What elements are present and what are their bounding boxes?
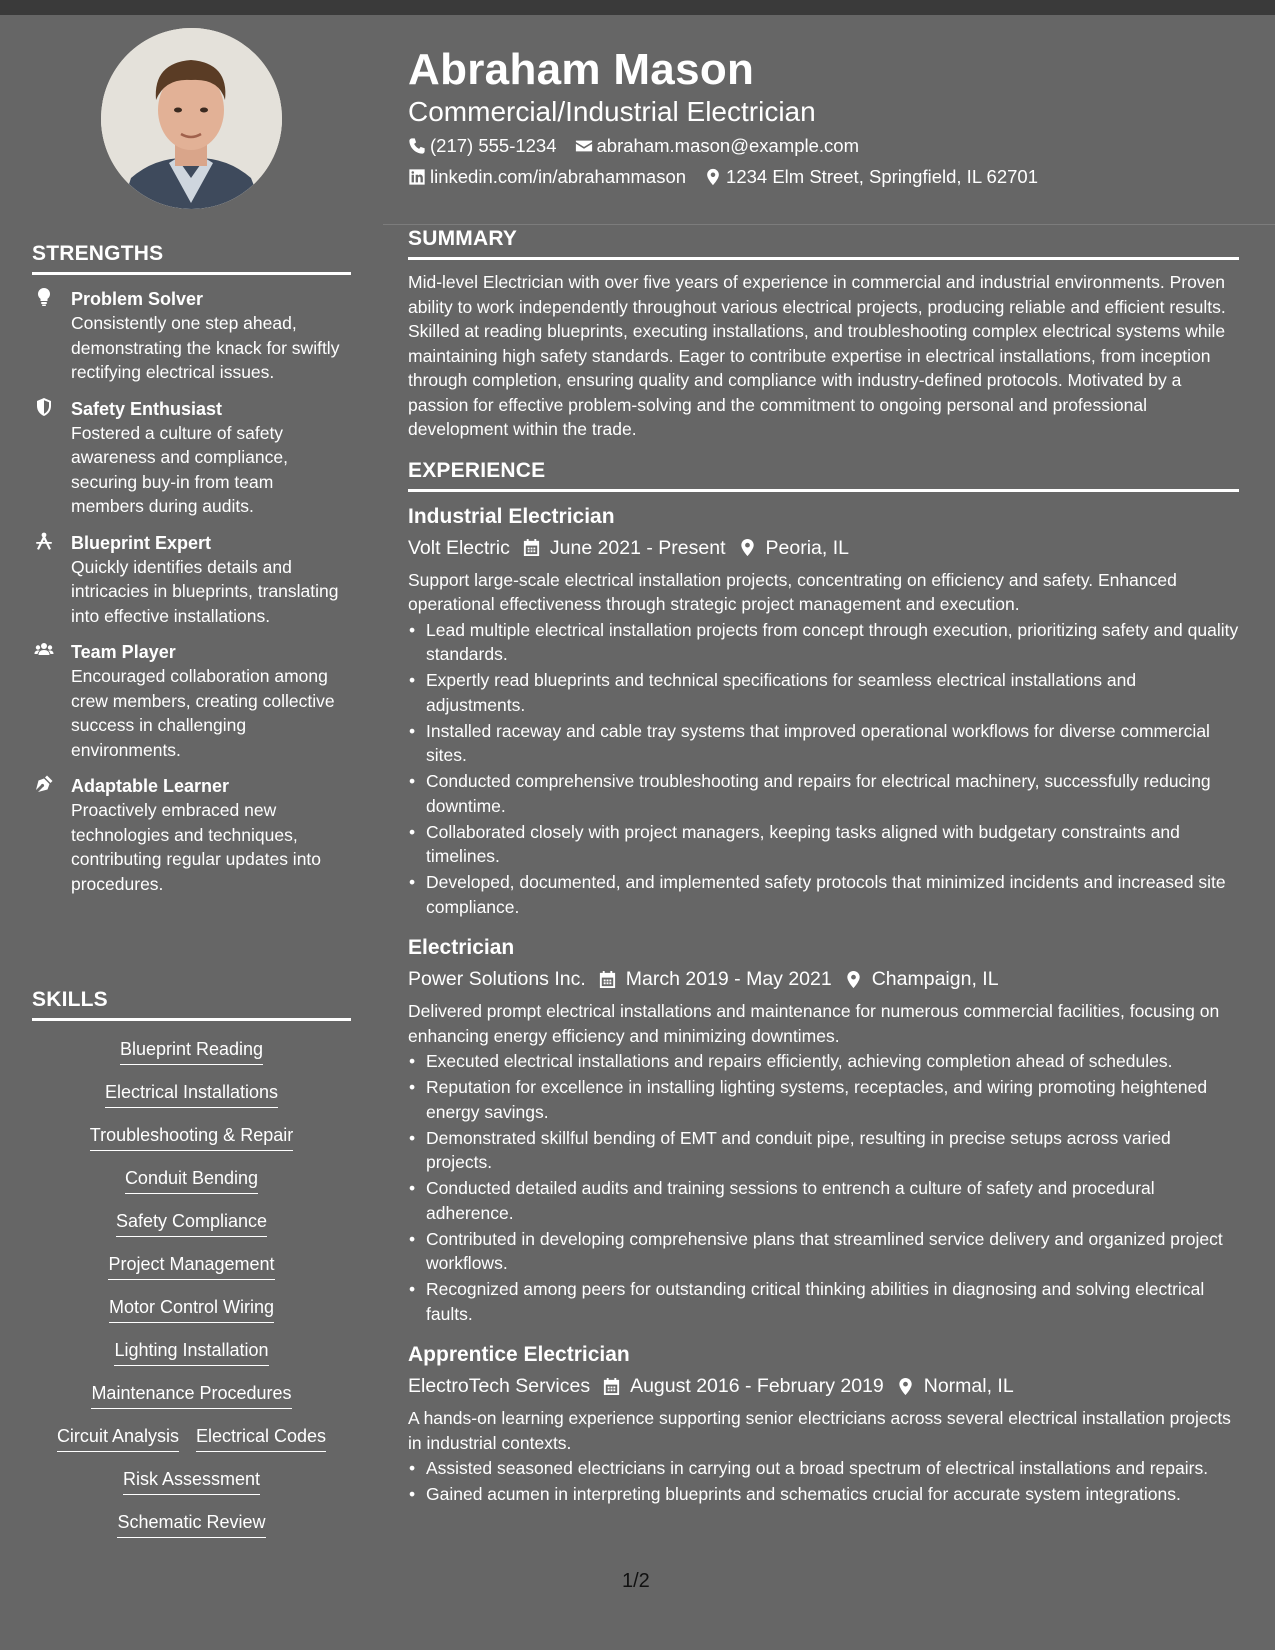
skill-tag: Circuit Analysis (57, 1424, 179, 1452)
compass-drafting-icon (34, 531, 54, 551)
candidate-title: Commercial/Industrial Electrician (408, 96, 816, 127)
job-bullet: • Developed, documented, and implemented safety protocols that minimized incidents and increased site compliance. (408, 870, 1239, 919)
job-dates: August 2016 - February 2019 (630, 1375, 884, 1397)
avatar (101, 28, 282, 209)
skills-heading: SKILLS (32, 988, 351, 1021)
linkedin-text: linkedin.com/in/abrahammason (430, 166, 687, 187)
job-bullet: • Conducted detailed audits and training sessions to entrench a culture of safety and procedural adherence. (408, 1176, 1239, 1225)
strength-item (32, 287, 351, 385)
skill-tag: Safety Compliance (116, 1209, 267, 1237)
job-entry (408, 933, 1239, 1326)
summary-heading: SUMMARY (408, 227, 1239, 260)
job-dates: March 2019 - May 2021 (625, 968, 832, 990)
job-bullet: • Expertly read blueprints and technical specifications for seamless electrical installations and adjustments. (408, 668, 1239, 717)
skill-tag: Electrical Codes (196, 1424, 326, 1452)
job-title: Apprentice Electrician (408, 1343, 630, 1366)
header-divider (383, 224, 1275, 225)
experience-section (408, 459, 1239, 1507)
users-icon (34, 640, 54, 660)
pen-nib-icon (34, 774, 54, 794)
skill-tag: Project Management (108, 1252, 274, 1280)
address-text: 1234 Elm Street, Springfield, IL 62701 (726, 166, 1038, 187)
skill-tag: Risk Assessment (123, 1467, 260, 1495)
job-location: Normal, IL (923, 1375, 1014, 1397)
envelope-icon (575, 137, 593, 155)
calendar-icon (522, 538, 541, 557)
profile-photo (101, 28, 282, 209)
strength-title: Adaptable Learner (71, 776, 230, 796)
phone-contact[interactable] (408, 134, 557, 158)
job-bullet: • Installed raceway and cable tray systems that improved operational workflows for diverse commercial sites. (408, 719, 1239, 768)
phone-icon (408, 137, 426, 155)
job-bullet: • Reputation for excellence in installing lighting systems, receptacles, and wiring promoting heightened energy savings. (408, 1075, 1239, 1124)
strengths-heading: STRENGTHS (32, 242, 351, 275)
skills-section (32, 988, 351, 1538)
job-bullets (408, 1049, 1239, 1326)
job-meta (408, 965, 1239, 993)
map-pin-icon (704, 168, 722, 186)
job-meta (408, 534, 1239, 562)
linkedin-contact[interactable] (408, 165, 686, 189)
job-bullet: • Contributed in developing comprehensive plans that streamlined service delivery and organized project workflows. (408, 1227, 1239, 1276)
calendar-icon (598, 970, 617, 989)
job-location: Peoria, IL (765, 536, 849, 559)
left-column (0, 15, 383, 1650)
job-meta (408, 1372, 1239, 1400)
skill-list (32, 1037, 351, 1538)
email-contact[interactable] (575, 134, 859, 158)
summary-text: Mid-level Electrician with over five years of experience in commercial and industrial environments. Proven ability to work independently throughout various electrical projects, producing reliable and efficient results. Skilled at reading blueprints, executing installations, and troubleshooting complex electrical systems while maintaining high safety standards. Eager to contribute expertise in electrical installations, from inception through completion, ensuring quality and compliance with industry-defined protocols. Motivated by a passion for effective problem-solving and the commitment to ongoing personal and professional development within the trade. (408, 272, 1226, 439)
job-title: Industrial Electrician (408, 504, 615, 528)
map-pin-icon (738, 538, 757, 557)
skill-tag: Troubleshooting & Repair (90, 1123, 293, 1151)
experience-heading: EXPERIENCE (408, 459, 1239, 492)
job-location: Champaign, IL (871, 968, 999, 990)
right-column (408, 227, 1239, 1508)
job-entry (408, 502, 1239, 920)
strength-item (32, 774, 351, 896)
strengths-section (32, 242, 351, 896)
job-bullet: • Gained acumen in interpreting blueprints and schematics crucial for accurate system integrations. (408, 1482, 1239, 1507)
calendar-icon (602, 1377, 621, 1396)
job-company: Power Solutions Inc. (408, 968, 586, 990)
strength-title: Blueprint Expert (71, 532, 212, 553)
job-entry (408, 1340, 1239, 1507)
job-bullets (408, 1456, 1239, 1507)
strength-title: Safety Enthusiast (71, 398, 223, 419)
strength-item (32, 397, 351, 519)
job-dates: June 2021 - Present (549, 536, 726, 559)
summary-section (408, 227, 1239, 442)
skill-tag: Maintenance Procedures (91, 1381, 291, 1409)
strength-title: Problem Solver (71, 289, 204, 309)
job-bullet: • Collaborated closely with project managers, keeping tasks aligned with budgetary constraints and timelines. (408, 820, 1239, 869)
job-bullet: • Recognized among peers for outstanding critical thinking abilities in diagnosing and solving electrical faults. (408, 1277, 1239, 1326)
job-bullets (408, 618, 1239, 920)
skill-tag: Lighting Installation (114, 1338, 268, 1366)
strength-desc: Consistently one step ahead, demonstrating the knack for swiftly rectifying electrical issues. (71, 313, 340, 382)
skill-tag: Conduit Bending (125, 1166, 258, 1194)
job-bullet: • Executed electrical installations and repairs efficiently, achieving completion ahead of schedules. (408, 1049, 1239, 1074)
top-bar (0, 0, 1275, 15)
skill-tag: Electrical Installations (105, 1080, 278, 1108)
email-text: abraham.mason@example.com (596, 135, 859, 156)
strength-item (32, 531, 351, 629)
strength-item (32, 640, 351, 762)
strength-title: Team Player (71, 642, 176, 662)
skill-tag: Motor Control Wiring (109, 1295, 274, 1323)
contact-row-2 (408, 165, 1056, 189)
job-bullet: • Lead multiple electrical installation projects from concept through execution, prioritizing safety and quality standards. (408, 618, 1239, 667)
map-pin-icon (896, 1377, 915, 1396)
address-contact (704, 165, 1038, 189)
map-pin-icon (844, 970, 863, 989)
job-description: Support large-scale electrical installation projects, concentrating on efficiency and safety. Enhanced operational effectiveness through strategic project management and execution. (408, 569, 1177, 614)
strength-desc: Quickly identifies details and intricacies in blueprints, translating into effective installations. (71, 556, 339, 626)
job-bullet: • Assisted seasoned electricians in carrying out a broad spectrum of electrical installations and repairs. (408, 1456, 1239, 1481)
shield-icon (34, 397, 54, 417)
job-company: Volt Electric (408, 536, 510, 559)
job-company: ElectroTech Services (408, 1375, 591, 1397)
strength-desc: Fostered a culture of safety awareness and compliance, securing buy-in from team members during audits. (71, 422, 288, 516)
job-description: Delivered prompt electrical installations and maintenance for numerous commercial facilities, focusing on enhancing energy efficiency and minimizing downtimes. (408, 1001, 1220, 1046)
job-description: A hands-on learning experience supporting senior electricians across several electrical installation projects in industrial contexts. (408, 1408, 1231, 1453)
linkedin-icon (408, 168, 426, 186)
job-bullet: • Demonstrated skillful bending of EMT and conduit pipe, resulting in precise setups across varied projects. (408, 1126, 1239, 1175)
job-bullet: • Conducted comprehensive troubleshooting and repairs for electrical machinery, successfully reducing downtime. (408, 769, 1239, 818)
page-number: 1/2 (622, 1570, 650, 1592)
strength-desc: Proactively embraced new technologies and techniques, contributing regular updates into procedures. (71, 800, 322, 894)
contact-row-1 (408, 134, 877, 158)
phone-text: (217) 555-1234 (430, 135, 557, 156)
skill-tag: Schematic Review (117, 1510, 265, 1538)
job-title: Electrician (408, 936, 515, 959)
candidate-name: Abraham Mason (408, 45, 755, 94)
lightbulb-icon (34, 287, 54, 307)
strength-desc: Encouraged collaboration among crew members, creating collective success in challenging environments. (71, 666, 335, 760)
skill-tag: Blueprint Reading (120, 1037, 263, 1065)
